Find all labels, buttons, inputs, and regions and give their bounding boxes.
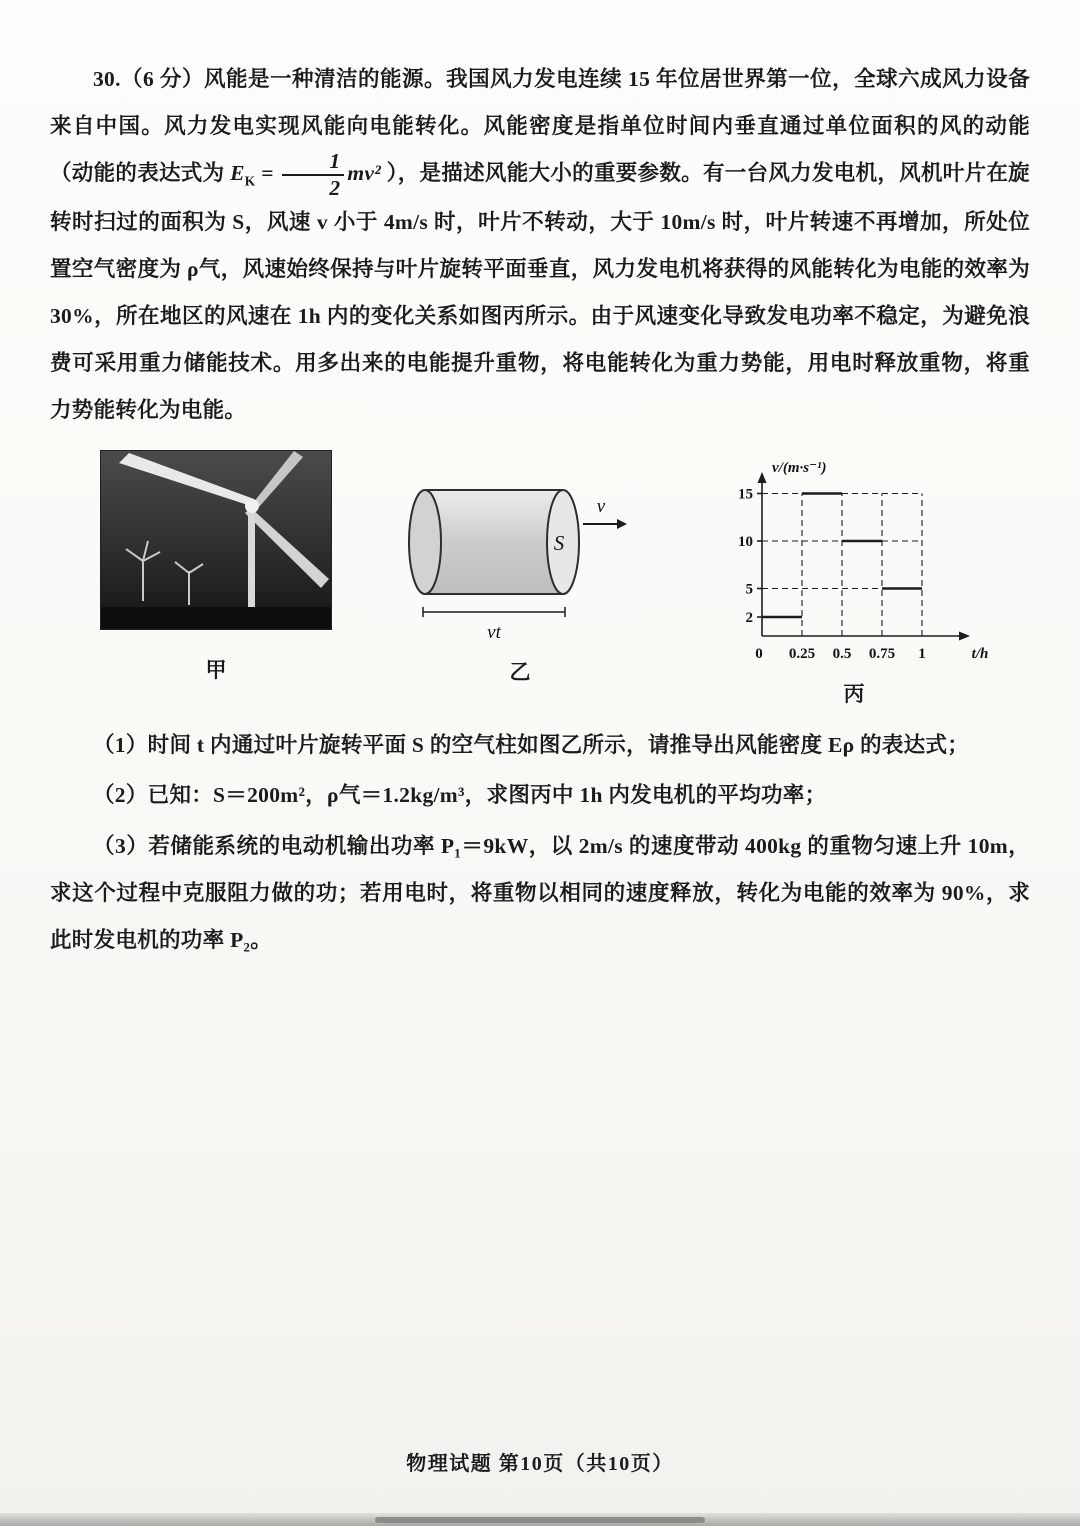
fraction-denominator: 2: [329, 175, 341, 200]
column-length-label: vt: [487, 621, 501, 643]
questions-block: [50, 722, 1030, 964]
problem-text-before-formula: 30.（6 分）风能是一种清洁的能源。我国风力发电连续 15 年位居世界第一位，全球六成风力设备来自中国。风力发电实现风能向电能转化。风能密度是指单位时间内垂直通过单位面积的风的动能（动能的表达式为: [50, 67, 1030, 185]
svg-text:0: 0: [755, 645, 763, 662]
question-1: （1）时间 t 内通过叶片旋转平面 S 的空气柱如图乙所示，请推导出风能密度 Eρ 的表达式；: [93, 732, 970, 757]
formula-rhs: mv²: [347, 160, 381, 185]
problem-text-after-formula: ），是描述风能大小的重要参数。有一台风力发电机，风机叶片在旋转时扫过的面积为 S，风速 v 小于 4m/s 时，叶片不转动，大于 10m/s 时，叶片转速不再增加，所处位置空气密度为 ρ气，风速始终保持与叶片旋转平面垂直，风力发电机将获得的风能转化为电能的效率为 30%，所在地区的风速在 1h 内的变化关系如图丙所示。由于风速变化导致发电功率不稳定，为避免浪费可采用重力储能技术。用多出来的电能提升重物，将电能转化为重力势能，用电时释放重物，将重力势能转化为电能。: [50, 160, 1030, 422]
figure-bing-label: 丙: [843, 681, 865, 706]
svg-text:15: 15: [738, 486, 753, 503]
svg-text:5: 5: [745, 581, 753, 598]
problem-statement: [50, 56, 1030, 434]
question-2: （2）已知：S＝200m²，ρ气＝1.2kg/m³，求图丙中 1h 内发电机的平均功率；: [93, 783, 827, 808]
figure-bing: [708, 450, 1000, 708]
wind-speed-chart: [708, 450, 1000, 678]
svg-text:2: 2: [745, 609, 753, 626]
figure-yi-label: 乙: [509, 659, 531, 684]
svg-text:0.75: 0.75: [868, 645, 896, 662]
question-3: （3）若储能系统的电动机输出功率 P₁＝9kW，以 2m/s 的速度带动 400kg 的重物匀速上升 10m，求这个过程中克服阻力做的功；若用电时，将重物以相同的速度释放，转化为电能的效率为 90%，求此时发电机的功率 P₂。: [50, 834, 1030, 953]
kinetic-energy-formula: [230, 149, 381, 200]
wind-farm-photo: [100, 450, 332, 630]
svg-text:1: 1: [918, 645, 926, 662]
page-bottom-bar: [375, 1517, 705, 1523]
svg-text:0.5: 0.5: [832, 645, 852, 662]
velocity-arrow-icon: [617, 519, 627, 529]
figures-row: [100, 450, 1000, 708]
air-column-figure: [395, 466, 645, 648]
figure-jia-label: 甲: [205, 657, 227, 682]
formula-fraction: [282, 150, 344, 199]
velocity-label: v: [596, 495, 606, 517]
svg-text:10: 10: [738, 533, 753, 550]
wind-farm-photo-image: [101, 451, 331, 629]
svg-text:t/h: t/h: [971, 645, 989, 662]
formula-symbol: E: [230, 160, 245, 185]
figure-yi: [395, 466, 645, 686]
air-column-surface-label: S: [553, 530, 565, 555]
svg-text:v/(m·s⁻¹): v/(m·s⁻¹): [772, 459, 827, 476]
fraction-numerator: 1: [282, 150, 344, 176]
svg-text:0.25: 0.25: [788, 645, 816, 662]
page-footer: 物理试题 第10页（共10页）: [406, 1453, 674, 1475]
figure-jia: [100, 450, 332, 684]
formula-subscript: K: [244, 173, 256, 189]
formula-equals: =: [255, 160, 280, 185]
